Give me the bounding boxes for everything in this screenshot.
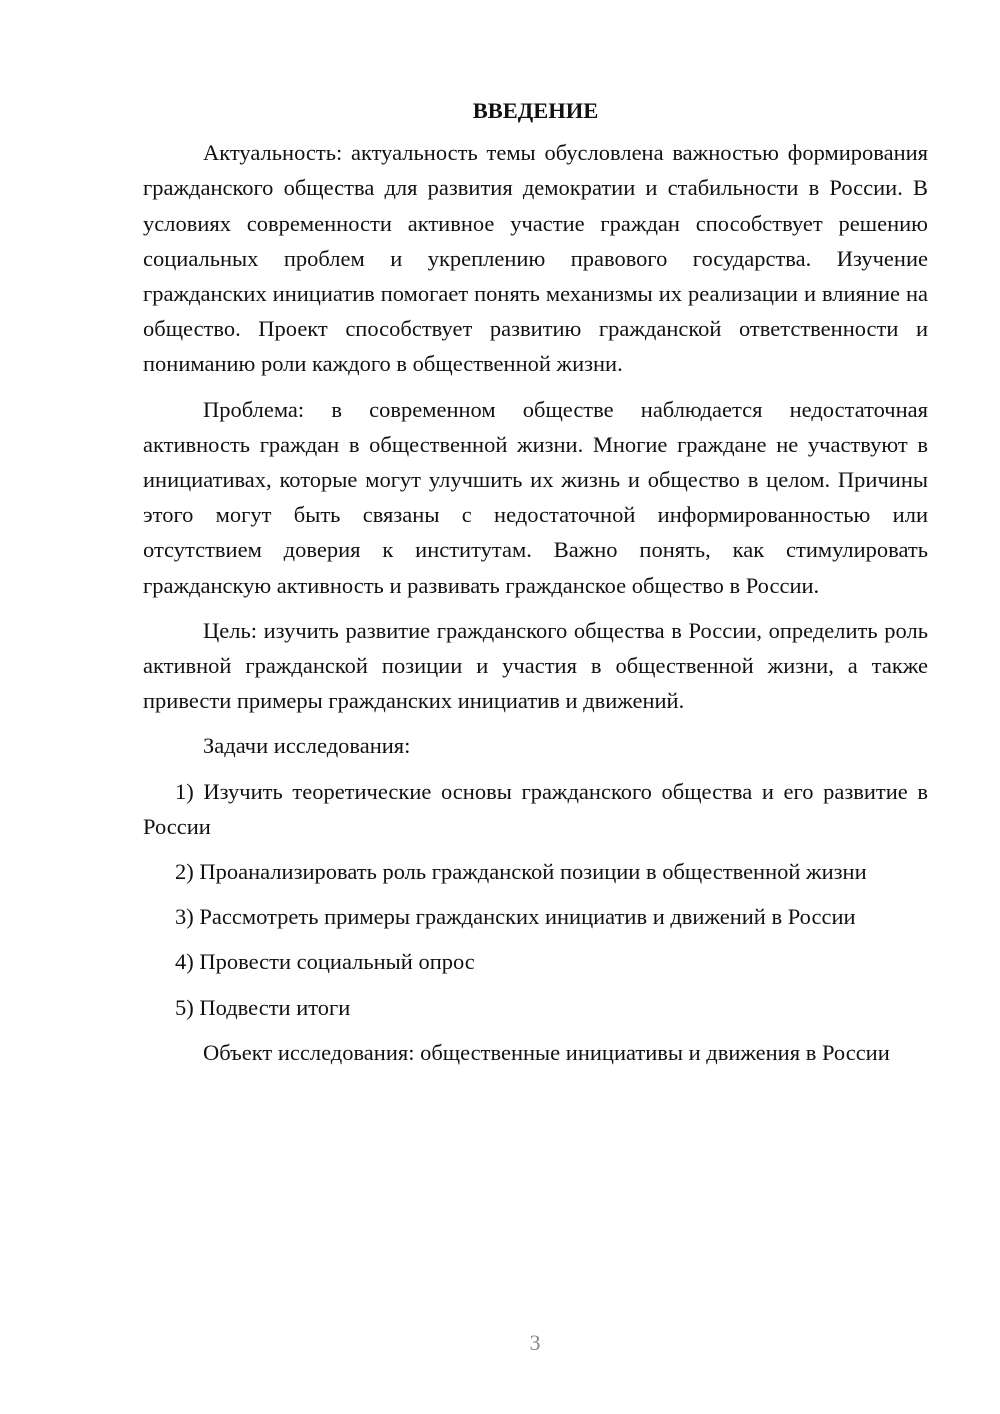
goal-paragraph: Цель: изучить развитие гражданского общества в России, определить роль активной гражданской позиции и участия в общественной жизни, а также привести примеры гражданских инициатив и движений.	[143, 617, 928, 714]
page-content	[143, 93, 928, 1080]
tasks-heading: Задачи исследования:	[203, 733, 411, 759]
section-heading: ВВЕДЕНИЕ	[472, 98, 599, 123]
task-item-1: 1) Изучить теоретические основы гражданского общества и его развитие в России	[143, 778, 928, 839]
task-item-3: 3) Рассмотреть примеры гражданских инициатив и движений в России	[175, 904, 856, 930]
problem-paragraph: Проблема: в современном обществе наблюдается недостаточная активность граждан в общественной жизни. Многие граждане не участвуют в инициативах, которые могут улучшить их жизнь и общество в целом. Причины этого могут быть связаны с недостаточной информированностью или отсутствием доверия к институтам. Важно понять, как стимулировать гражданскую активность и развивать гражданское общество в России.	[143, 396, 928, 598]
relevance-paragraph: Актуальность: актуальность темы обусловлена важностью формирования гражданского общества для развития демократии и стабильности в России. В условиях современности активное участие граждан способствует решению социальных проблем и укреплению правового государства. Изучение гражданских инициатив помогает понять механизмы их реализации и влияние на общество. Проект способствует развитию гражданской ответственности и пониманию роли каждого в общественной жизни.	[143, 140, 928, 377]
task-item-4: 4) Провести социальный опрос	[175, 949, 475, 975]
task-item-2: 2) Проанализировать роль гражданской позиции в общественной жизни	[175, 859, 867, 885]
object-paragraph: Объект исследования: общественные инициативы и движения в России	[203, 1039, 890, 1065]
task-item-5: 5) Подвести итоги	[175, 994, 351, 1020]
page-number: 3	[529, 1330, 541, 1355]
